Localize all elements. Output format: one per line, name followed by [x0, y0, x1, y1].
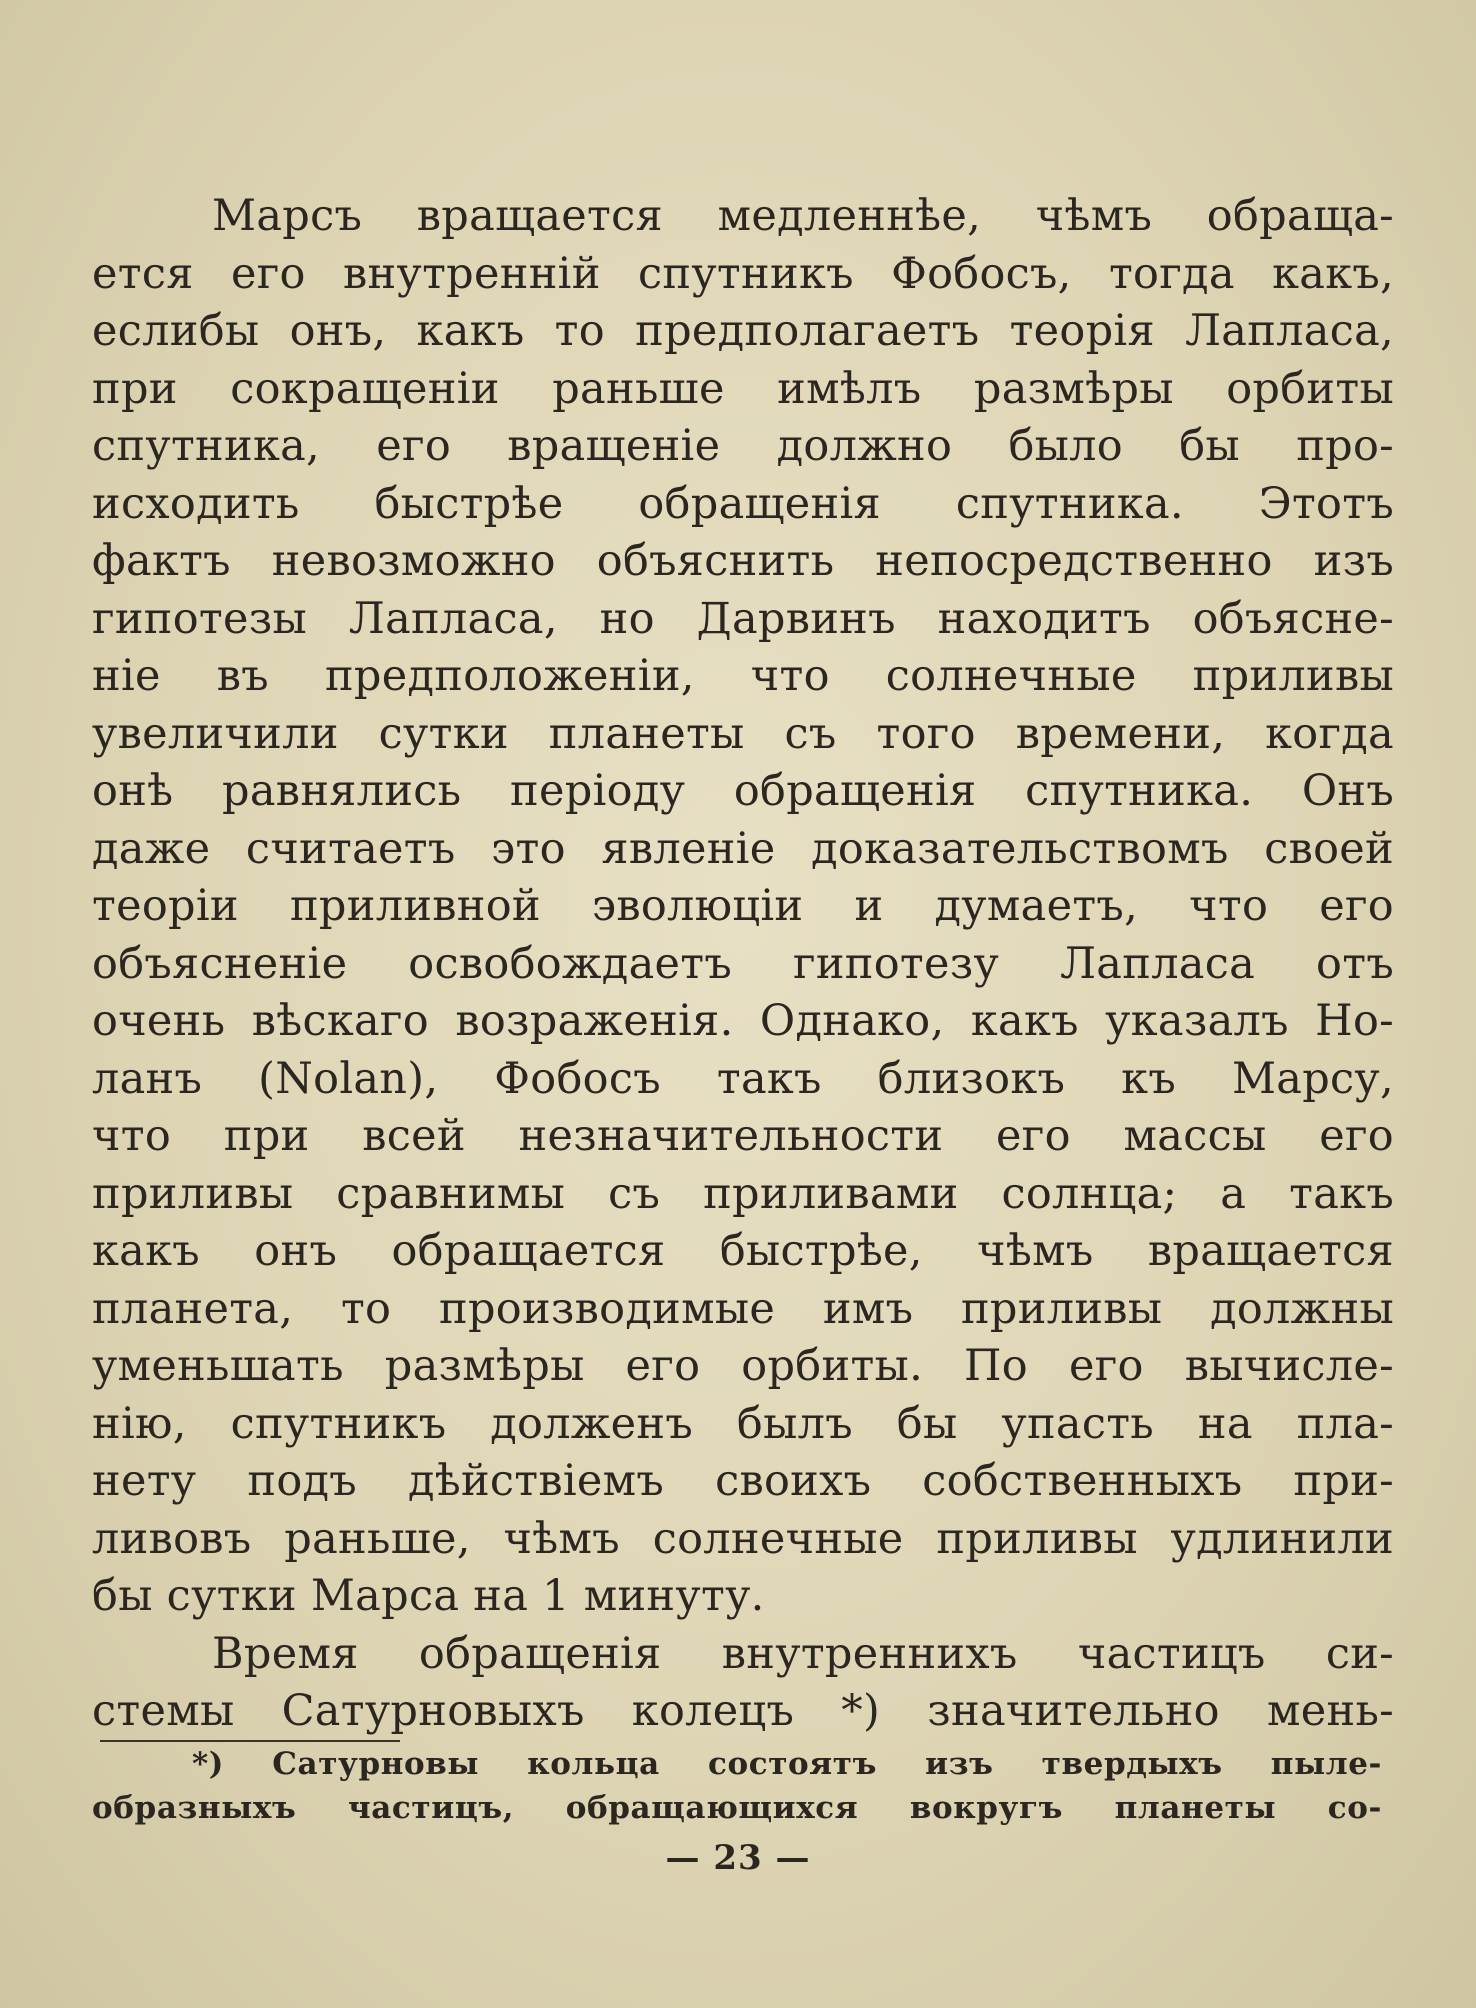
footnote-line: *) Сатурновы кольца состоятъ изъ твердыхъ пыле-: [192, 1746, 1382, 1782]
body-line: приливы сравнимы съ приливами солнца; а такъ: [92, 1168, 1394, 1219]
body-line: объясненіе освобождаетъ гипотезу Лапласа отъ: [92, 938, 1394, 989]
body-line: какъ онъ обращается быстрѣе, чѣмъ вращается: [92, 1226, 1394, 1276]
body-line: стемы Сатурновыхъ колецъ *) значительно мень-: [92, 1686, 1394, 1736]
body-text: [92, 188, 1394, 1741]
body-line: при сокращеніи раньше имѣлъ размѣры орбиты: [92, 363, 1394, 414]
body-line: даже считаетъ это явленіе доказательствомъ своей: [92, 823, 1394, 874]
body-line: увеличили сутки планеты съ того времени, когда: [92, 708, 1394, 759]
body-line: онѣ равнялись періоду обращенія спутника. Онъ: [92, 766, 1394, 816]
body-line: гипотезы Лапласа, но Дарвинъ находитъ объясне-: [92, 593, 1394, 644]
body-line: планета, то производимые имъ приливы должны: [92, 1283, 1394, 1334]
body-line: фактъ невозможно объяснить непосредственно изъ: [92, 536, 1394, 586]
body-line: спутника, его вращеніе должно было бы про-: [92, 421, 1394, 471]
body-line: теоріи приливной эволюціи и думаетъ, что его: [92, 881, 1394, 931]
body-line: Марсъ вращается медленнѣе, чѣмъ обраща-: [212, 191, 1394, 241]
body-line: нію, спутникъ долженъ былъ бы упасть на пла-: [92, 1398, 1394, 1449]
body-line: ланъ (Nolan), Фобосъ такъ близокъ къ Марсу,: [92, 1053, 1394, 1104]
body-line: Время обращенія внутреннихъ частицъ си-: [212, 1628, 1394, 1679]
footnote-line: образныхъ частицъ, обращающихся вокругъ планеты со-: [92, 1790, 1382, 1826]
body-line: ніе въ предположеніи, что солнечные приливы: [92, 651, 1394, 701]
body-line: исходить быстрѣе обращенія спутника. Этотъ: [92, 478, 1394, 529]
body-line: ливовъ раньше, чѣмъ солнечные приливы удлинили: [92, 1513, 1394, 1564]
body-line: ется его внутренній спутникъ Фобосъ, тогда какъ,: [92, 248, 1394, 299]
body-line: еслибы онъ, какъ то предполагаетъ теорія Лапласа,: [92, 306, 1394, 356]
footnote: [92, 1742, 1382, 1830]
page-number: — 23 —: [665, 1838, 811, 1878]
body-line: очень вѣскаго возраженія. Однако, какъ указалъ Но-: [92, 996, 1394, 1046]
body-line: уменьшать размѣры его орбиты. По его вычисле-: [92, 1341, 1394, 1391]
body-line-paragraph-end: бы сутки Марса на 1 минуту.: [92, 1571, 765, 1621]
body-line: что при всей незначительности его массы его: [92, 1111, 1394, 1161]
body-line: нету подъ дѣйствіемъ своихъ собственныхъ при-: [92, 1456, 1394, 1506]
